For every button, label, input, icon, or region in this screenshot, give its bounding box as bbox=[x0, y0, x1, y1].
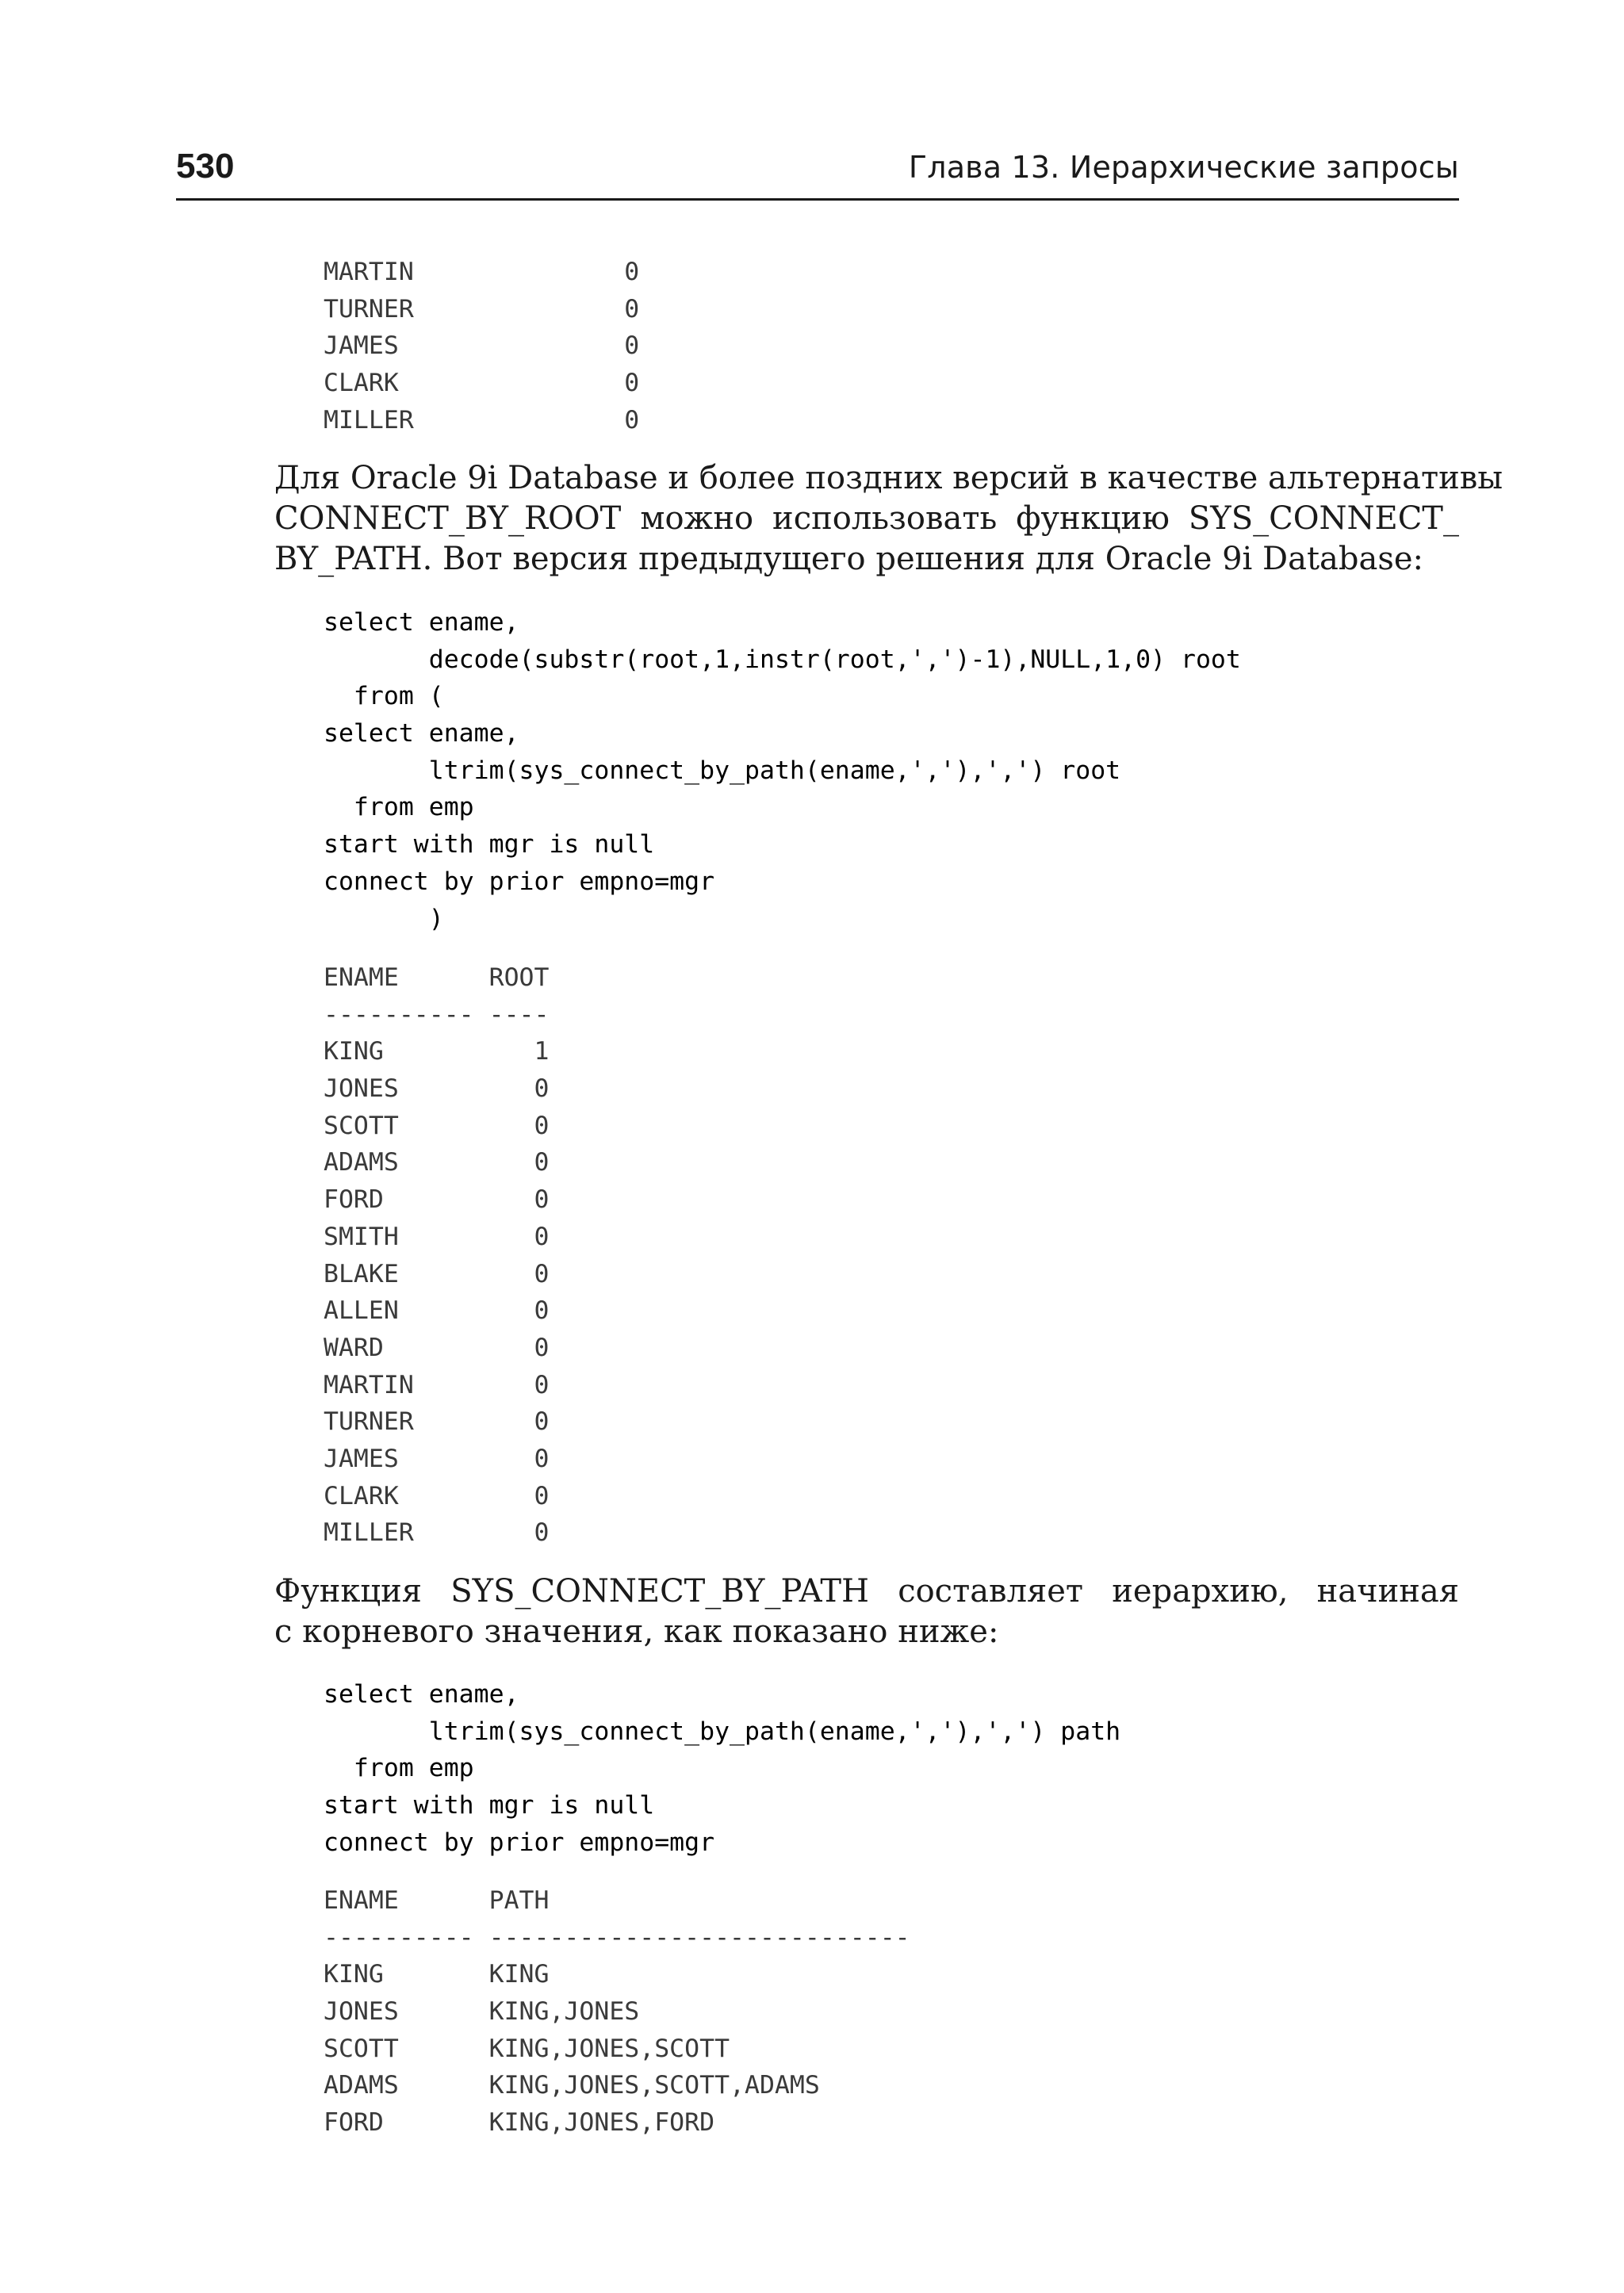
output-header-row: ENAME ROOT bbox=[324, 963, 550, 992]
paragraph-line: CONNECT_BY_ROOT можно использовать функцию SYS_CONNECT_ bbox=[274, 500, 1459, 537]
output-row: TURNER 0 bbox=[324, 1407, 550, 1437]
code-line: decode(substr(root,1,instr(root,',')-1),NULL,1,0) root bbox=[324, 645, 1241, 674]
code-line: from ( bbox=[324, 682, 444, 711]
output-row: TURNER 0 bbox=[324, 294, 640, 323]
code-line: select ename, bbox=[324, 719, 519, 748]
output-row: MILLER 0 bbox=[324, 1518, 550, 1548]
paragraph-line: Функция SYS_CONNECT_BY_PATH составляет иерархию, начиная bbox=[274, 1573, 1459, 1610]
output-separator-row: ---------- ---- bbox=[324, 1000, 550, 1029]
code-line: from emp bbox=[324, 793, 474, 822]
output-header-row: ENAME PATH bbox=[324, 1886, 550, 1915]
output-row: CLARK 0 bbox=[324, 369, 640, 398]
output-row: ALLEN 0 bbox=[324, 1296, 550, 1326]
output-row: JONES KING,JONES bbox=[324, 1997, 640, 2027]
page-number: 530 bbox=[176, 147, 235, 186]
body-paragraph-2 bbox=[274, 1571, 1459, 1652]
output-row: ADAMS 0 bbox=[324, 1148, 550, 1177]
output-row: FORD KING,JONES,FORD bbox=[324, 2108, 715, 2138]
paragraph-line: BY_PATH. Вот версия предыдущего решения для Oracle 9i Database: bbox=[274, 541, 1424, 577]
code-line: connect by prior empno=mgr bbox=[324, 867, 715, 896]
code-line: ) bbox=[324, 904, 444, 933]
running-head: Глава 13. Иерархические запросы bbox=[908, 150, 1459, 185]
code-line: start with mgr is null bbox=[324, 830, 655, 859]
output-row: ADAMS KING,JONES,SCOTT,ADAMS bbox=[324, 2071, 820, 2100]
output-row: BLAKE 0 bbox=[324, 1259, 550, 1288]
code-line: select ename, bbox=[324, 608, 519, 637]
sql-code-block-1 bbox=[324, 604, 1241, 937]
code-line: from emp bbox=[324, 1754, 474, 1783]
code-line: start with mgr is null bbox=[324, 1791, 655, 1820]
output-row: KING 1 bbox=[324, 1037, 550, 1066]
query-output-1 bbox=[324, 254, 639, 438]
output-row: SMITH 0 bbox=[324, 1222, 550, 1251]
output-separator-row: ---------- ---------------------------- bbox=[324, 1923, 910, 1952]
output-row: JONES 0 bbox=[324, 1074, 550, 1104]
output-row: MILLER 0 bbox=[324, 405, 640, 434]
output-row: MARTIN 0 bbox=[324, 1370, 550, 1399]
output-row: CLARK 0 bbox=[324, 1481, 550, 1510]
output-row: WARD 0 bbox=[324, 1333, 550, 1362]
sql-code-block-2 bbox=[324, 1676, 1120, 1861]
output-row: SCOTT 0 bbox=[324, 1111, 550, 1140]
code-line: connect by prior empno=mgr bbox=[324, 1828, 715, 1857]
output-row: JAMES 0 bbox=[324, 331, 640, 361]
output-row: SCOTT KING,JONES,SCOTT bbox=[324, 2034, 730, 2063]
output-row: FORD 0 bbox=[324, 1185, 550, 1215]
body-paragraph-1 bbox=[274, 458, 1503, 580]
code-line: ltrim(sys_connect_by_path(ename,','),',') path bbox=[324, 1717, 1121, 1746]
page-header bbox=[176, 144, 1459, 201]
query-output-2 bbox=[324, 959, 549, 1552]
paragraph-line: Для Oracle 9i Database и более поздних версий в качестве альтернативы bbox=[274, 460, 1503, 496]
paragraph-line: с корневого значения, как показано ниже: bbox=[274, 1614, 999, 1650]
code-line: select ename, bbox=[324, 1680, 519, 1709]
code-line: ltrim(sys_connect_by_path(ename,','),',') root bbox=[324, 756, 1121, 785]
output-row: MARTIN 0 bbox=[324, 258, 640, 286]
query-output-3 bbox=[324, 1882, 910, 2142]
output-row: JAMES 0 bbox=[324, 1444, 550, 1473]
output-row: KING KING bbox=[324, 1960, 550, 1989]
